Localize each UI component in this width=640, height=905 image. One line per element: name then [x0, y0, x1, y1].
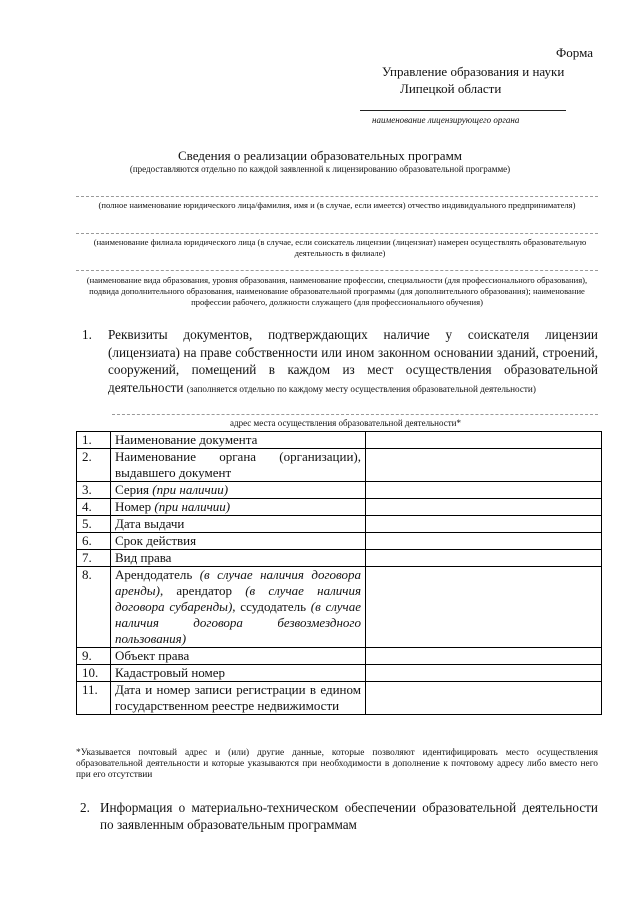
row-number: 7.: [77, 550, 111, 567]
row-number: 10.: [77, 665, 111, 682]
row-value-cell[interactable]: [366, 516, 602, 533]
documents-table: [76, 431, 602, 715]
label-italic: (в случае наличия договора аренды): [115, 567, 361, 598]
row-number: 9.: [77, 648, 111, 665]
row-label: [111, 482, 366, 499]
row-number: 3.: [77, 482, 111, 499]
branch-caption: (наименование филиала юридического лица (в случае, если соискатель лицензии (лицензиат) намерен осуществлять образовательную деятельность в филиале): [93, 237, 587, 258]
section-1-number: 1.: [82, 327, 92, 342]
label-italic: (в случае наличия договора субаренды): [115, 583, 361, 614]
row-label: Дата выдачи: [111, 516, 366, 533]
row-value-cell[interactable]: [366, 449, 602, 482]
table-row: [77, 567, 602, 648]
label-text: Серия: [115, 482, 153, 497]
row-value-cell[interactable]: [366, 682, 602, 715]
row-value-cell[interactable]: [366, 533, 602, 550]
table-row: [77, 550, 602, 567]
row-number: 2.: [77, 449, 111, 482]
row-value-cell[interactable]: [366, 567, 602, 648]
row-number: 11.: [77, 682, 111, 715]
table-row: [77, 482, 602, 499]
section-2-number: 2.: [80, 800, 90, 815]
label-italic: (при наличии): [154, 499, 231, 514]
section-1-text: Реквизиты документов, подтверждающих наличие у соискателя лицензии (лицензиата) на праве собственности или ином законном основании зданий, строений, сооружений, помещений в каждом из мест осуществления образовательной деятельности: [108, 327, 598, 395]
table-row: [77, 648, 602, 665]
education-type-line: [76, 270, 598, 271]
section-1-note: (заполняется отдельно по каждому месту осуществления образовательной деятельности): [186, 383, 536, 394]
table-row: [77, 682, 602, 715]
table-row: [77, 665, 602, 682]
row-label: [111, 499, 366, 516]
table-row: [77, 432, 602, 449]
row-number: 6.: [77, 533, 111, 550]
row-label: Наименование документа: [111, 432, 366, 449]
table-row: [77, 499, 602, 516]
row-value-cell[interactable]: [366, 499, 602, 516]
address-line: [112, 414, 598, 415]
legal-entity-line: [76, 196, 598, 197]
row-number: 8.: [77, 567, 111, 648]
row-label: Вид права: [111, 550, 366, 567]
table-row: [77, 516, 602, 533]
row-value-cell[interactable]: [366, 648, 602, 665]
row-number: 1.: [77, 432, 111, 449]
branch-line: [76, 233, 598, 234]
form-label: Форма: [556, 45, 593, 60]
document-subtitle: (предоставляются отдельно по каждой заявленной к лицензированию образовательной программе): [129, 164, 511, 174]
row-value-cell[interactable]: [366, 432, 602, 449]
label-italic: (в случае наличия договора безвозмездного пользования): [115, 599, 361, 646]
row-label: [111, 567, 366, 648]
document-title: Сведения о реализации образовательных программ: [177, 148, 463, 163]
education-type-caption: (наименование вида образования, уровня образования, наименование профессии, специальности (для профессионального образования), подвида дополнительного образования, наименование образовательной программы (для дополнительного образования); наименование профессии рабочего, должности служащего (для профессионального обучения): [86, 275, 588, 307]
footnote: *Указывается почтовый адрес и (или) другие данные, которые позволяют идентифицировать место осуществления образовательной деятельности и которые указываются при необходимости в дополнение к почтовому адресу либо вместо него при его отсутствии: [76, 748, 598, 781]
table-row: [77, 449, 602, 482]
row-value-cell[interactable]: [366, 482, 602, 499]
section-1-heading: [108, 326, 598, 398]
label-text: , ссудодатель: [232, 599, 311, 614]
row-value-cell[interactable]: [366, 550, 602, 567]
row-label: Дата и номер записи регистрации в едином государственном реестре недвижимости: [111, 682, 366, 715]
label-italic: (при наличии): [152, 482, 229, 497]
row-label: Объект права: [111, 648, 366, 665]
row-label: Срок действия: [111, 533, 366, 550]
authority-underline: [360, 110, 566, 111]
legal-entity-caption: (полное наименование юридического лица/фамилия, имя и (в случае, если имеется) отчество индивидуального предпринимателя): [98, 200, 576, 210]
row-number: 5.: [77, 516, 111, 533]
label-text: Арендодатель: [115, 567, 200, 582]
row-number: 4.: [77, 499, 111, 516]
row-label: Наименование органа (организации), выдавшего документ: [111, 449, 366, 482]
authority-line-1: Управление образования и науки: [382, 64, 565, 79]
section-2-text: Информация о материально-техническом обеспечении образовательной деятельности по заявленным образовательным программам: [100, 800, 598, 832]
authority-caption: наименование лицензирующего органа: [372, 115, 520, 125]
table-row: [77, 533, 602, 550]
row-label: Кадастровый номер: [111, 665, 366, 682]
authority-line-2: Липецкой области: [400, 81, 502, 96]
label-text: Номер: [115, 499, 155, 514]
row-value-cell[interactable]: [366, 665, 602, 682]
label-text: , арендатор: [159, 583, 246, 598]
address-caption: адрес места осуществления образовательной деятельности*: [230, 418, 461, 428]
